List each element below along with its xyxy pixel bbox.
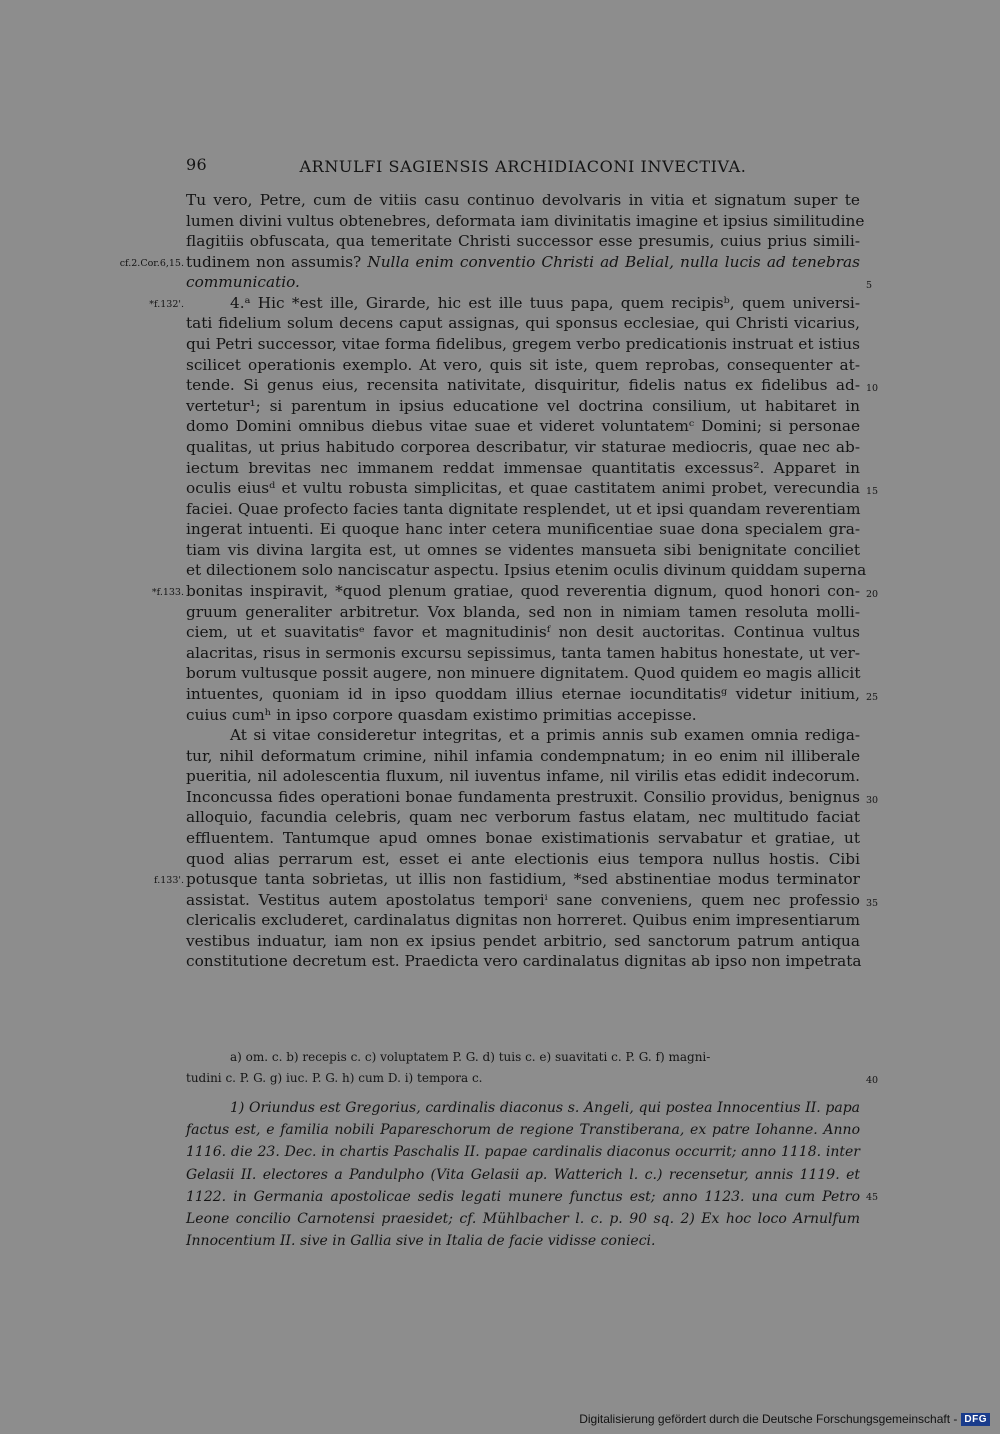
margin-note: *f.133. — [151, 587, 184, 599]
line-text: iectum brevitas nec immanem reddat immensae quantitatis excessus². Apparet in — [186, 458, 860, 477]
text-line — [186, 746, 860, 766]
running-header — [186, 155, 860, 179]
text-line — [186, 416, 860, 436]
line-text: vertetur¹; si parentum in ipsius educatione vel doctrina consilium, ut habitaret in — [186, 396, 860, 415]
text-line — [186, 231, 860, 251]
line-number: 35 — [866, 897, 879, 909]
footnote-line: 1116. die 23. Dec. in chartis Paschalis II. papae cardinalis diaconus occurrit; anno 1118. inter — [186, 1144, 860, 1161]
italic-text: Nulla enim conventio Christi ad Belial, nulla lucis ad tenebras — [361, 252, 860, 271]
line-number: 45 — [866, 1191, 879, 1203]
credit-text: Digitalisierung gefördert durch die Deutsche Forschungsgemeinschaft - — [579, 1412, 958, 1426]
text-line — [186, 581, 860, 601]
line-text: Inconcussa fides operationi bonae fundamenta prestruxit. Consilio providus, benignus — [186, 787, 860, 806]
text-line — [186, 437, 860, 457]
footnote-line: 1122. in Germania apostolicae sedis legati munere functus est; anno 1123. una cum Petro — [186, 1188, 860, 1205]
line-text: scilicet operationis exemplo. At vero, quis sit iste, quem reprobas, consequenter at- — [186, 355, 860, 374]
line-number: 5 — [866, 280, 873, 292]
text-line — [186, 807, 860, 827]
line-text: tende. Si genus eius, recensita nativitate, disquiritur, fidelis natus ex fidelibus ad- — [186, 376, 860, 395]
line-number: 30 — [866, 794, 879, 806]
text-line — [186, 252, 860, 272]
line-text: qualitas, ut prius habitudo corporea describatur, vir staturae mediocris, quae nec ab- — [186, 437, 860, 456]
margin-note: *f.132'. — [149, 298, 184, 310]
line-text: domo Domini omnibus diebus vitae suae et videret voluntatemᶜ Domini; si personae — [186, 417, 860, 436]
line-text: tur, nihil deformatum crimine, nihil infamia condempnatum; in eo enim nil illiberale — [186, 746, 860, 765]
text-line — [186, 890, 860, 910]
italic-text: communicatio. — [186, 273, 300, 292]
text-line — [186, 643, 860, 663]
text-line — [186, 334, 860, 354]
line-text: pueritia, nil adolescentia fluxum, nil iuventus infame, nil virilis etas edidit indecorum. — [186, 767, 860, 786]
line-text: lumen divini vultus obtenebres, deformata iam divinitatis imagine et ipsius similitudine — [186, 211, 865, 230]
margin-note: f.133'. — [154, 875, 184, 887]
line-text: flagitiis obfuscata, qua temeritate Christi successor esse presumis, cuius prius simili- — [186, 232, 860, 251]
text-line — [186, 190, 860, 210]
text-line — [186, 828, 860, 848]
line-text: tiam vis divina largita est, ut omnes se videntes mansueta sibi benignitate conciliet — [186, 540, 860, 559]
margin-note: cf.2.Cor.6,15. — [119, 257, 184, 269]
line-text: tati fidelium solum decens caput assignas, qui sponsus ecclesiae, qui Christi vicarius, — [186, 314, 860, 333]
line-text: faciei. Quae profecto facies tanta dignitate resplendet, ut et ipsi quandam reverentiam — [186, 499, 861, 518]
text-line — [186, 478, 860, 498]
line-number: 25 — [866, 691, 879, 703]
text-line — [186, 684, 860, 704]
apparatus-line: tudini c. P. G. g) iuc. P. G. h) cum D. i) tempora c. — [186, 1071, 483, 1085]
text-line — [186, 211, 865, 231]
line-text: ingerat intuenti. Ei quoque hanc inter cetera munificentiae suae dona specialem gra- — [186, 520, 860, 539]
line-text: 4.ᵃ Hic *est ille, Girarde, hic est ille tuus papa, quem recipisᵇ, quem universi- — [230, 293, 860, 312]
line-number: 10 — [866, 383, 879, 395]
text-line — [186, 519, 860, 539]
text-line — [186, 869, 860, 889]
text-line — [186, 951, 860, 971]
text-line — [186, 663, 860, 683]
line-text: gruum generaliter arbitretur. Vox blanda, sed non in nimiam tamen resoluta molli- — [186, 602, 860, 621]
footnote-line: Leone concilio Carnotensi praesidet; cf. Mühlbacher l. c. p. 90 sq. 2) Ex hoc loco Arnulfum — [186, 1211, 860, 1227]
text-line — [186, 396, 860, 416]
line-text: cuius cumʰ in ipso corpore quasdam existimo primitias accepisse. — [186, 705, 697, 724]
footnote-line: factus est, e familia nobili Papareschorum de regione Transtiberana, ex patre Iohanne. Anno — [186, 1122, 860, 1139]
line-text: constitutione decretum est. Praedicta vero cardinalatus dignitas ab ipso non impetrata — [186, 952, 862, 971]
line-text: assistat. Vestitus autem apostolatus temporiⁱ sane conveniens, quem nec professio — [186, 890, 860, 909]
text-line — [186, 766, 860, 786]
line-text: bonitas inspiravit, *quod plenum gratiae, quod reverentia dignum, quod honori con- — [186, 582, 860, 601]
text-line — [186, 355, 860, 375]
line-text: clericalis excluderet, cardinalatus dignitas non horreret. Quibus enim impresentiarum — [186, 911, 860, 930]
text-line — [186, 272, 860, 292]
running-title: ARNULFI SAGIENSIS ARCHIDIACONI INVECTIVA. — [299, 157, 747, 176]
text-line — [186, 910, 860, 930]
text-line — [186, 725, 860, 745]
apparatus-line: a) om. c. b) recepis c. c) voluptatem P. G. d) tuis c. e) suavitati c. P. G. f) magni- — [230, 1050, 711, 1064]
line-number: 15 — [866, 486, 879, 498]
line-text: borum vultusque possit augere, non minuere dignitatem. Quod quidem eo magis allicit — [186, 664, 861, 683]
text-line — [186, 375, 860, 395]
text-line — [186, 931, 860, 951]
digitization-credit — [579, 1412, 990, 1426]
line-text: alacritas, risus in sermonis excursu sepissimus, tanta tamen habitus honestate, ut ver- — [186, 643, 860, 662]
line-text: potusque tanta sobrietas, ut illis non fastidium, *sed abstinentiae modus terminator — [186, 870, 860, 889]
line-text: Tu vero, Petre, cum de vitiis casu continuo devolvaris in vitia et signatum super te — [186, 191, 860, 209]
text-line — [186, 849, 860, 869]
line-number: 20 — [866, 589, 879, 601]
text-line — [186, 313, 860, 333]
text-line — [186, 602, 860, 622]
line-text: At si vitae consideretur integritas, et a primis annis sub examen omnia rediga- — [230, 726, 860, 745]
footnote-line: Gelasii II. electores a Pandulpho (Vita Gelasii ap. Watterich l. c.) recensetur, annis 1119. et — [186, 1166, 860, 1183]
line-text: intuentes, quoniam id in ipso quoddam illius eternae iocunditatisᵍ videtur initium, — [186, 684, 860, 703]
line-text: tudinem non assumis? — [186, 252, 362, 271]
dfg-logo: DFG — [961, 1413, 990, 1426]
line-text: oculis eiusᵈ et vultu robusta simplicitas, et quae castitatem animi probet, verecundia — [186, 479, 860, 498]
line-text: qui Petri successor, vitae forma fidelibus, gregem verbo predicationis instruat et istius — [186, 335, 860, 354]
text-line — [186, 787, 860, 807]
line-text: quod alias perrarum est, esset ei ante electionis eius tempora nullus hostis. Cibi — [186, 849, 860, 868]
text-line — [186, 499, 860, 519]
page-number: 96 — [186, 155, 207, 174]
text-line — [186, 560, 867, 580]
text-line — [186, 540, 860, 560]
text-line — [186, 622, 860, 642]
line-text: ciem, ut et suavitatisᵉ favor et magnitudinisᶠ non desit auctoritas. Continua vultus — [186, 623, 860, 642]
line-text: vestibus induatur, iam non ex ipsius pendet arbitrio, sed sanctorum patrum antiqua — [186, 931, 860, 950]
line-text: et dilectionem solo nanciscatur aspectu. Ipsius etenim oculis divinum quiddam superna — [186, 561, 867, 580]
line-text: alloquio, facundia celebris, quam nec verborum fastus elatam, nec multitudo faciat — [186, 808, 860, 827]
text-line — [186, 458, 860, 478]
footnote-line: Innocentium II. sive in Gallia sive in Italia de facie vidisse conieci. — [186, 1233, 656, 1250]
line-text: effluentem. Tantumque apud omnes bonae existimationis servabatur et gratiae, ut — [186, 828, 860, 847]
text-line — [186, 705, 860, 725]
line-number: 40 — [866, 1075, 879, 1086]
footnote-line: 1) Oriundus est Gregorius, cardinalis diaconus s. Angeli, qui postea Innocentius II. papa — [230, 1100, 860, 1116]
text-line — [186, 293, 860, 313]
